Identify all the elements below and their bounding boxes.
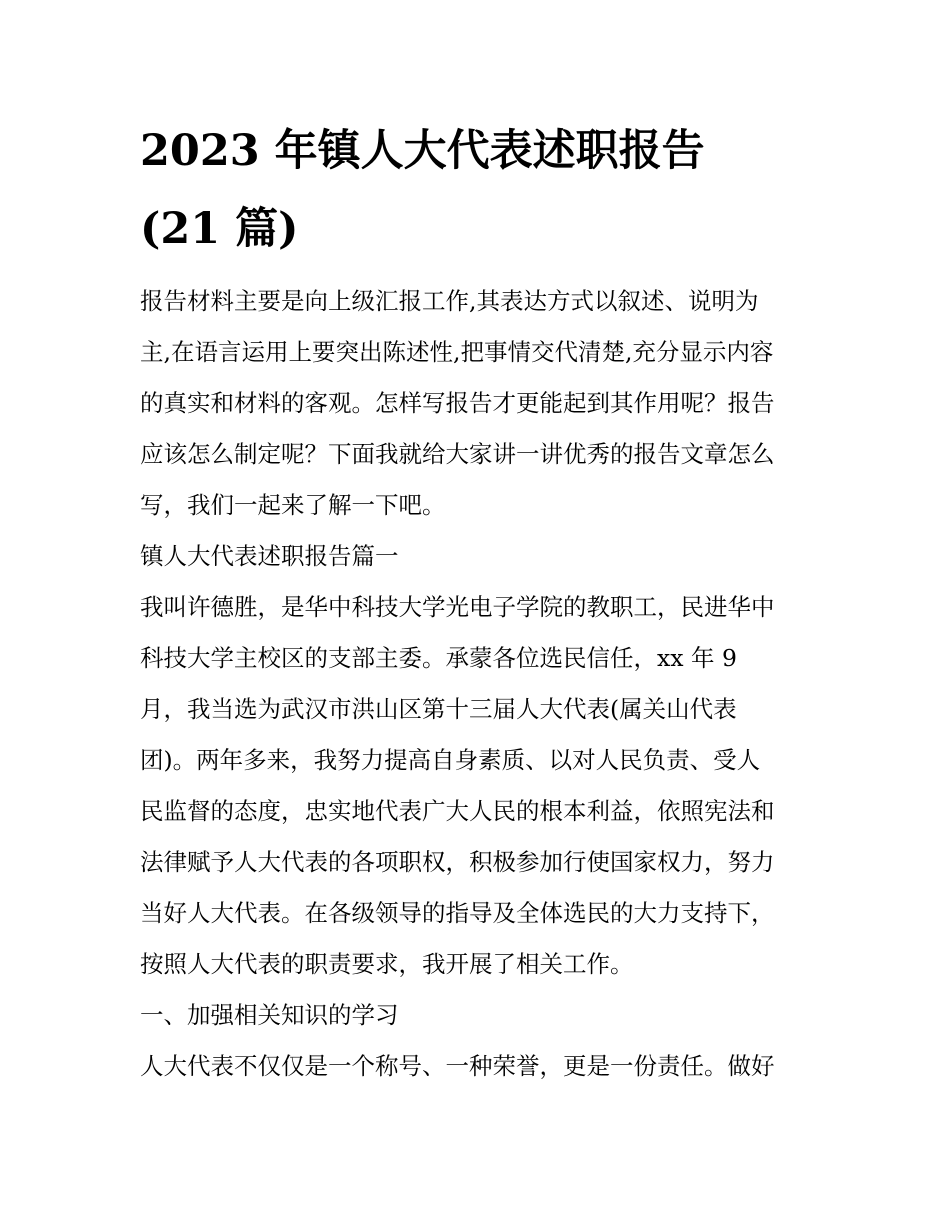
subsection-heading: 一、加强相关知识的学习 [140,1001,399,1029]
section-heading: 镇人大代表述职报告篇一 [140,542,399,570]
body-line: 人大代表不仅仅是一个称号、一种荣誉，更是一份责任。做好 [140,1052,775,1080]
body-line: 民监督的态度，忠实地代表广大人民的根本利益，依照宪法和 [140,797,775,825]
title-line: (21 篇) [140,204,299,254]
body-line: 按照人大代表的职责要求，我开展了相关工作。 [140,950,634,978]
body-line: 写，我们一起来了解一下吧。 [140,491,446,519]
body-line: 月，我当选为武汉市洪山区第十三届人大代表(属关山代表 [140,695,737,723]
body-line: 当好人大代表。在各级领导的指导及全体选民的大力支持下， [140,899,775,927]
body-line: 的真实和材料的客观。怎样写报告才更能起到其作用呢？报告 [140,389,775,417]
body-line: 应该怎么制定呢？下面我就给大家讲一讲优秀的报告文章怎么 [140,440,775,468]
body-line: 法律赋予人大代表的各项职权，积极参加行使国家权力，努力 [140,848,775,876]
body-line: 团)。两年多来，我努力提高自身素质、以对人民负责、受人 [140,746,761,774]
title-line: 2023 年镇人大代表述职报告 [140,126,705,176]
body-line: 主,在语言运用上要突出陈述性,把事情交代清楚,充分显示内容 [140,338,774,366]
body-line: 科技大学主校区的支部主委。承蒙各位选民信任，xx 年 9 [140,644,737,672]
document-title [140,112,840,268]
body-line: 报告材料主要是向上级汇报工作,其表达方式以叙述、说明为 [140,287,759,315]
body-line: 我叫许德胜，是华中科技大学光电子学院的教职工，民进华中 [140,593,775,621]
document-body [140,276,830,1092]
